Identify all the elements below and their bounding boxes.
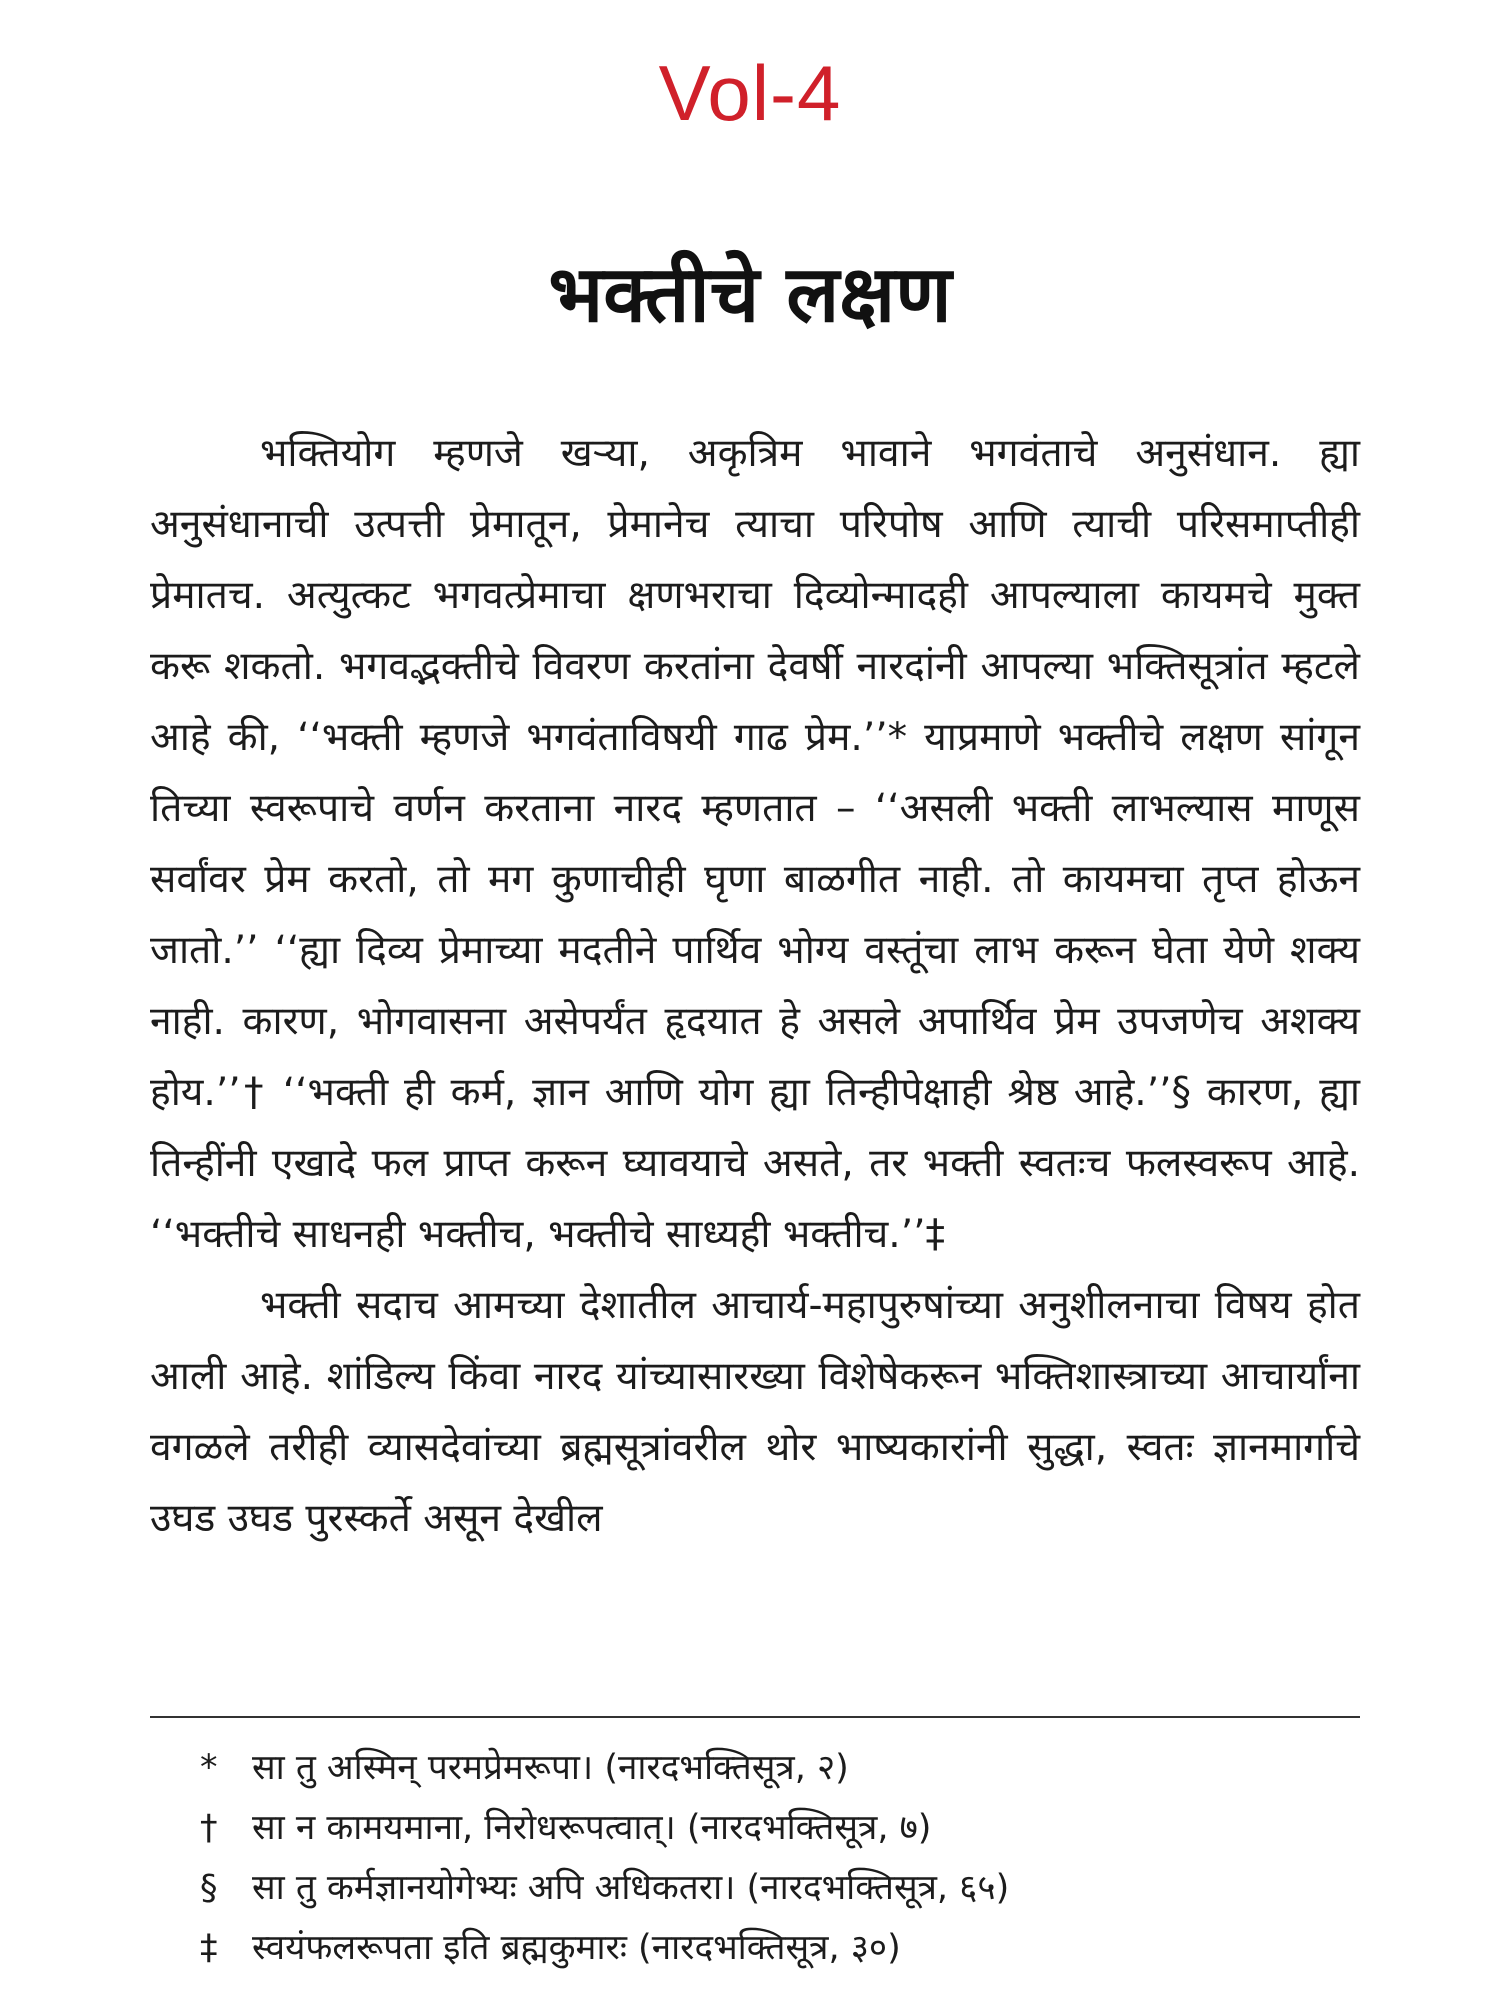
footnote-1 (200, 1738, 1360, 1798)
footnote-mark-asterisk: * (200, 1748, 218, 1788)
footnotes (200, 1738, 1360, 1978)
body-text (150, 418, 1360, 1554)
volume-label: Vol-4 (658, 49, 842, 137)
footnote-text: सा न कामयमाना, निरोधरूपत्वात्। (नारदभक्तिसूत्र, ७) (252, 1808, 932, 1848)
footnote-mark-section: § (200, 1868, 218, 1908)
footnote-2 (200, 1798, 1360, 1858)
footnote-divider (150, 1716, 1360, 1718)
footnote-text: सा तु कर्मज्ञानयोगेभ्यः अपि अधिकतरा। (नारदभक्तिसूत्र, ६५) (252, 1868, 1010, 1908)
footnote-text: सा तु अस्मिन् परमप्रेमरूपा। (नारदभक्तिसूत्र, २) (252, 1748, 849, 1788)
footnote-mark-double-dagger: ‡ (200, 1928, 218, 1968)
paragraph-2: भक्ती सदाच आमच्या देशातील आचार्य-महापुरुषांच्या अनुशीलनाचा विषय होत आली आहे. शांडिल्य किंवा नारद यांच्यासारख्या विशेषेकरून भक्तिशास्त्राच्या आचार्यांना वगळले तरीही व्यासदेवांच्या ब्रह्मसूत्रांवरील थोर भाष्यकारांनी सुद्धा, स्वतः ज्ञानमार्गाचे उघड उघड पुरस्कर्ते असून देखील (150, 1283, 1360, 1541)
footnote-4 (200, 1918, 1360, 1978)
chapter-title: भक्तीचे लक्षण (548, 250, 952, 340)
footnote-text: स्वयंफलरूपता इति ब्रह्मकुमारः (नारदभक्तिसूत्र, ३०) (252, 1928, 901, 1968)
footnote-mark-dagger: † (200, 1808, 218, 1848)
paragraph-1: भक्तियोग म्हणजे खऱ्या, अकृत्रिम भावाने भगवंताचे अनुसंधान. ह्या अनुसंधानाची उत्पत्ती प्रेमातून, प्रेमानेच त्याचा परिपोष आणि त्याची परिसमाप्तीही प्रेमातच. अत्युत्कट भगवत्प्रेमाचा क्षणभराचा दिव्योन्मादही आपल्याला कायमचे मुक्त करू शकतो. भगवद्भक्तीचे विवरण करतांना देवर्षी नारदांनी आपल्या भक्तिसूत्रांत म्हटले आहे की, ‘‘भक्ती म्हणजे भगवंताविषयी गाढ प्रेम.’’* याप्रमाणे भक्तीचे लक्षण सांगून तिच्या स्वरूपाचे वर्णन करताना नारद म्हणतात – ‘‘असली भक्ती लाभल्यास माणूस सर्वांवर प्रेम करतो, तो मग कुणाचीही घृणा बाळगीत नाही. तो कायमचा तृप्त होऊन जातो.’’ ‘‘ह्या दिव्य प्रेमाच्या मदतीने पार्थिव भोग्य वस्तूंचा लाभ करून घेता येणे शक्य नाही. कारण, भोगवासना असेपर्यंत हृदयात हे असले अपार्थिव प्रेम उपजणेच अशक्य होय.’’† ‘‘भक्ती ही कर्म, ज्ञान आणि योग ह्या तिन्हीपेक्षाही श्रेष्ठ आहे.’’§ कारण, ह्या तिन्हींनी एखादे फल प्राप्त करून घ्यावयाचे असते, तर भक्ती स्वतःच फलस्वरूप आहे. ‘‘भक्तीचे साधनही भक्तीच, भक्तीचे साध्यही भक्तीच.’’‡ (150, 431, 1360, 1257)
footnote-3 (200, 1858, 1360, 1918)
